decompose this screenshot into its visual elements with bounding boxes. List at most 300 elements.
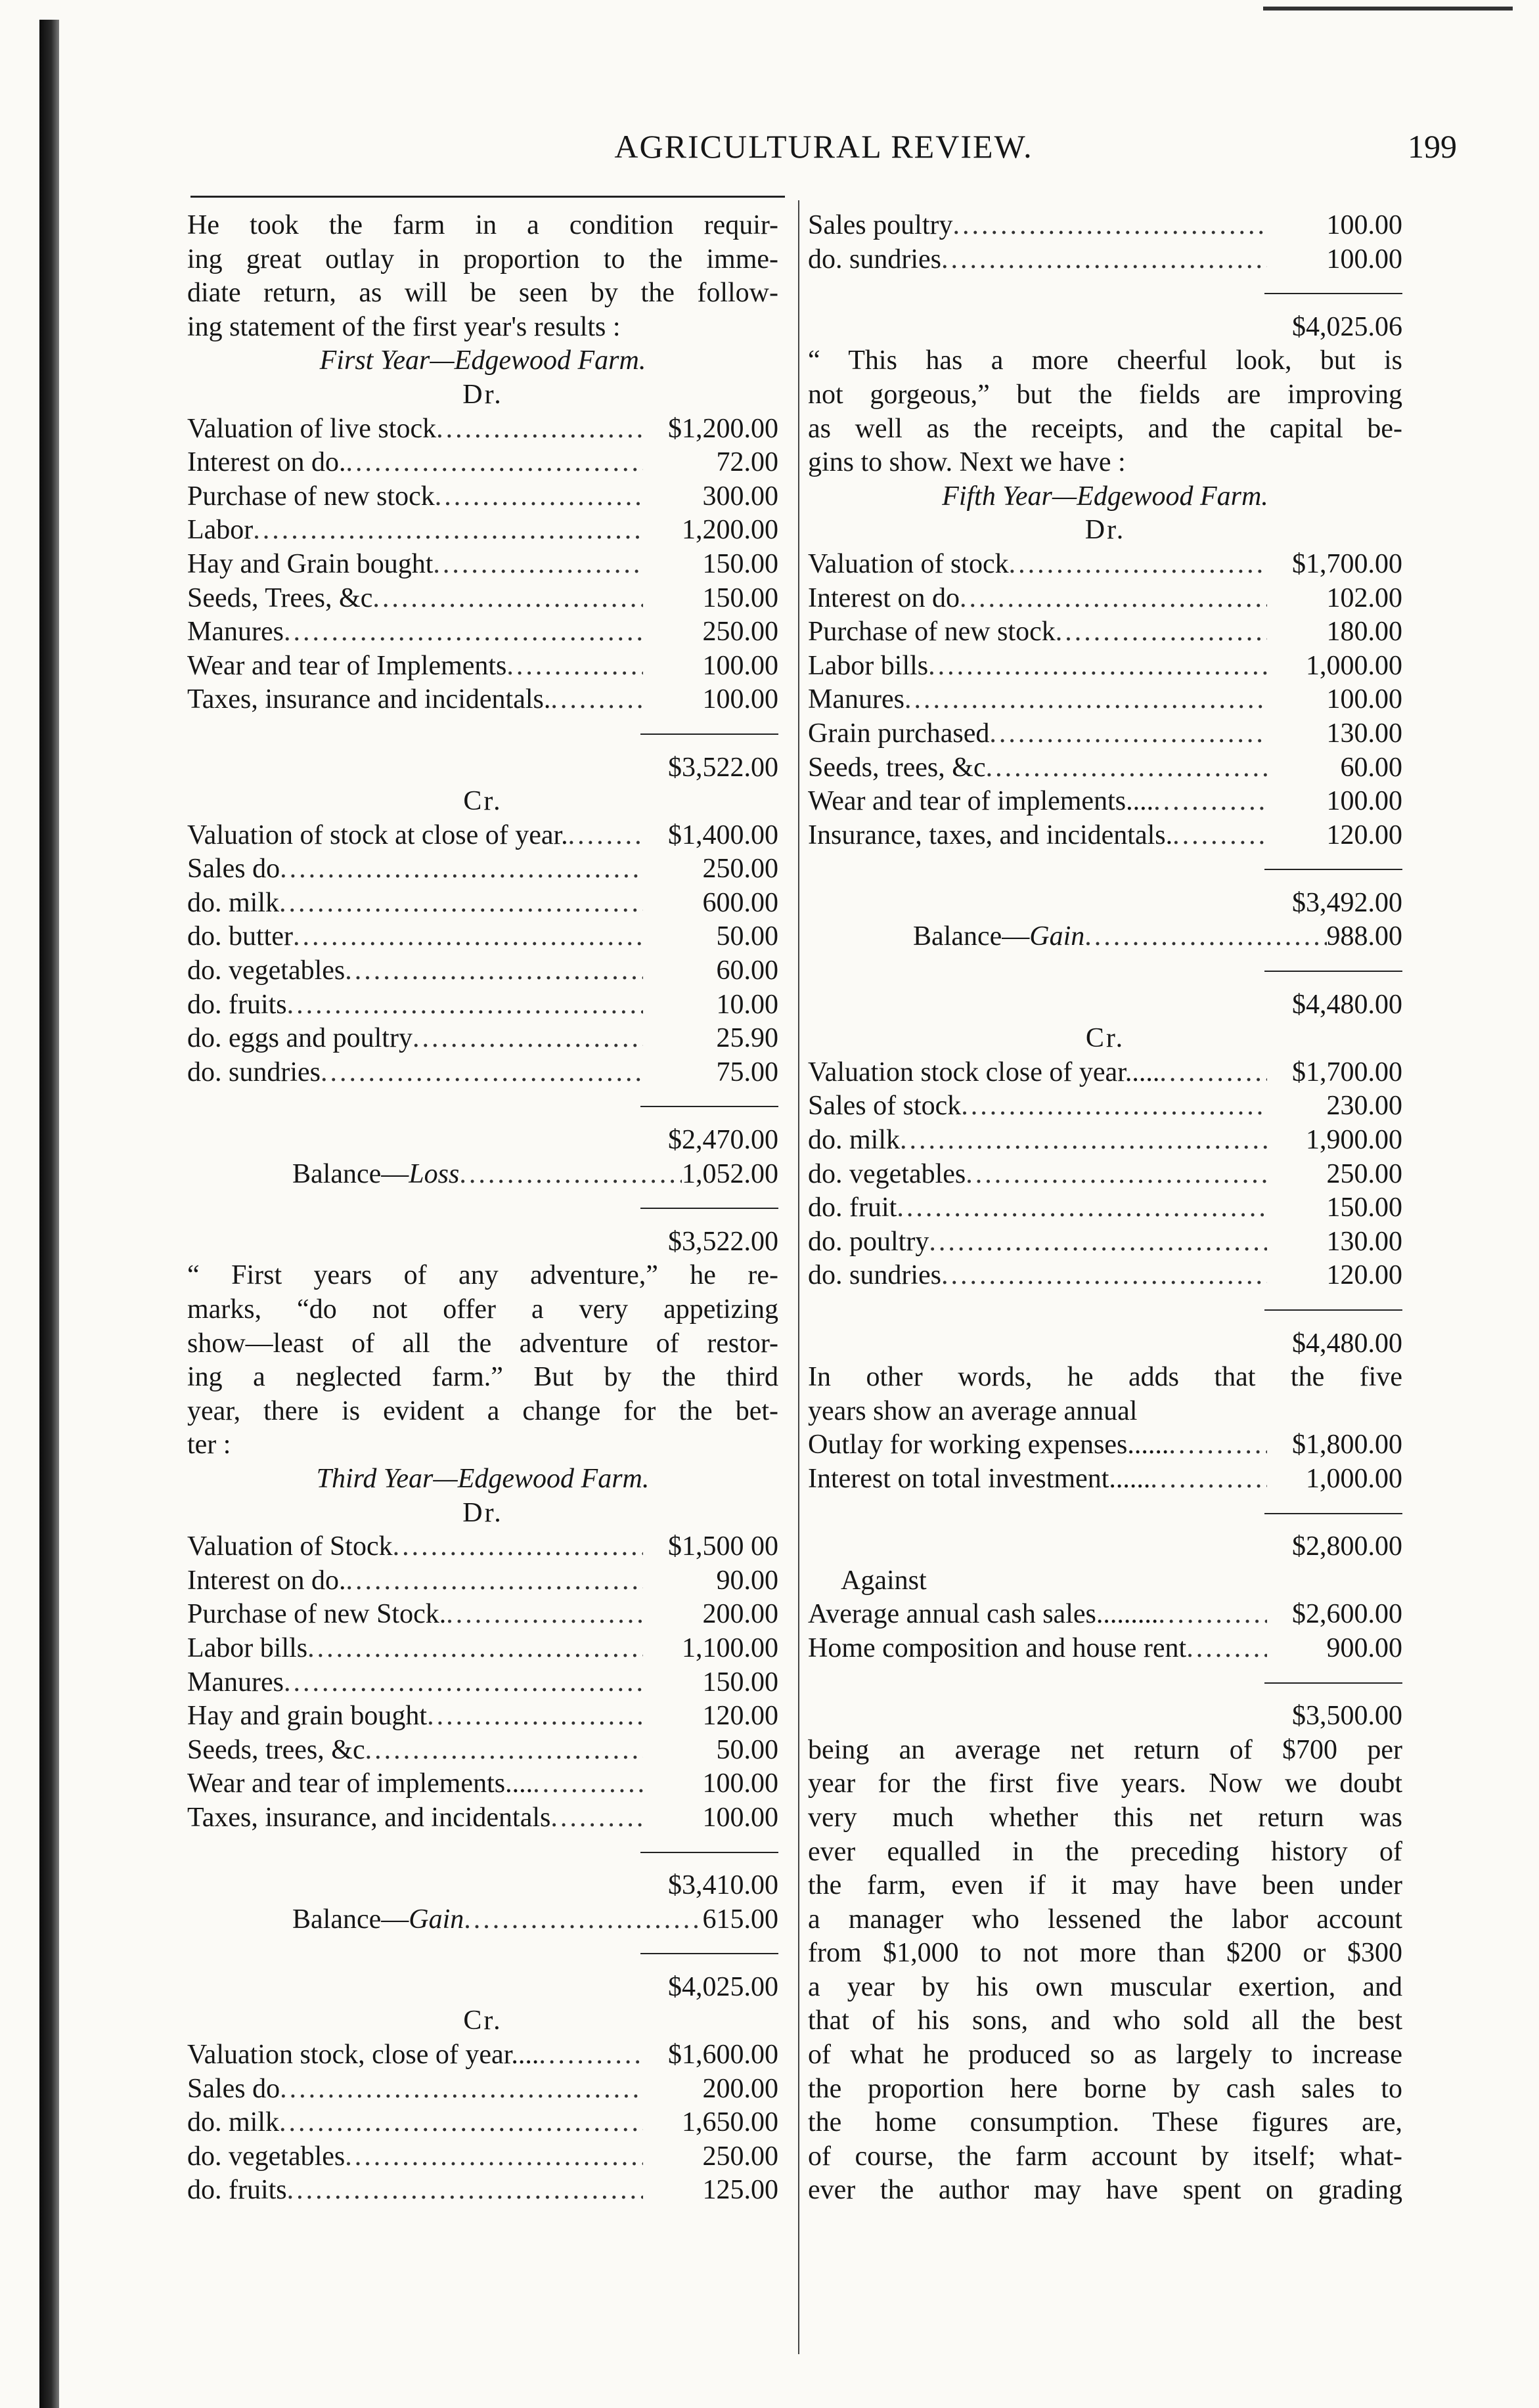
credit-row — [808, 1191, 1402, 1225]
leader-dots — [550, 1801, 643, 1835]
intro-text: diate return, as will be seen by the follow- — [187, 278, 778, 309]
leader-dots — [279, 887, 643, 921]
body-text: ever the author may have spent on grading — [808, 2175, 1402, 2206]
leader-dots — [1009, 548, 1267, 582]
intro-text: He took the farm in a condition requir- — [187, 210, 778, 240]
debit-row — [187, 1530, 778, 1564]
against-label: Against — [841, 1565, 927, 1596]
body-text: a manager who lessened the labor account — [808, 1904, 1402, 1935]
debit-row — [187, 1699, 778, 1734]
leader-dots — [346, 1564, 643, 1598]
sum-rule — [808, 276, 1402, 311]
right-column — [808, 209, 1402, 2208]
leader-dots — [1150, 1462, 1267, 1497]
debit-row — [187, 1598, 778, 1632]
credit-row — [187, 852, 778, 887]
debit-row-label: Wear and tear of implements.... — [187, 1768, 533, 1799]
credit-row-amount: 100.00 — [1326, 244, 1402, 274]
leader-dots — [1159, 1056, 1267, 1090]
debit-row-label: Interest on do — [808, 582, 960, 613]
outlay-row-amount: $1,800.00 — [1292, 1430, 1402, 1460]
debit-row-label: Wear and tear of implements.... — [808, 786, 1154, 817]
body-text: a year by his own muscular exertion, and — [808, 1971, 1402, 2002]
leader-dots — [413, 1022, 643, 1056]
debit-label: Dr. — [462, 1497, 503, 1528]
leader-dots — [307, 1632, 643, 1666]
outlay-row-label: Outlay for working expenses...... — [808, 1430, 1169, 1460]
outlay-total-value: $2,800.00 — [1292, 1531, 1402, 1562]
leader-dots — [345, 954, 643, 988]
income-row-label: Average annual cash sales......... — [808, 1599, 1159, 1630]
credit-row — [187, 954, 778, 988]
debit-row — [187, 1801, 778, 1835]
debit-row-amount: 100.00 — [702, 684, 778, 715]
leader-dots — [321, 1056, 643, 1090]
balance-row-amount: 615.00 — [702, 1904, 778, 1935]
leader-dots — [929, 1225, 1267, 1259]
leader-dots — [966, 1158, 1267, 1192]
body-text: not gorgeous,” but the fields are improving — [808, 379, 1402, 410]
credit-row-amount: 250.00 — [1326, 1158, 1402, 1189]
debit-row — [808, 582, 1402, 616]
credit-row-amount: 10.00 — [716, 989, 778, 1020]
body-text: “ This has a more cheerful look, but is — [808, 345, 1402, 376]
sum-rule — [808, 852, 1402, 887]
leader-dots — [284, 615, 643, 649]
body-text: marks, “do not offer a very appetizing — [187, 1294, 778, 1324]
credit-row-label: Sales poultry — [808, 210, 953, 240]
credit-row-label: do. milk — [187, 887, 280, 918]
debit-row-amount: 100.00 — [702, 650, 778, 681]
body-text: gins to show. Next we have : — [808, 447, 1126, 478]
credit-row — [187, 2072, 778, 2107]
debit-row-amount: 100.00 — [702, 1802, 778, 1833]
credit-row-amount: 125.00 — [702, 2175, 778, 2206]
credit-row — [808, 1225, 1402, 1259]
debit-row-amount: 150.00 — [702, 582, 778, 613]
credit-row-label: Valuation stock close of year..... — [808, 1057, 1160, 1087]
sum-rule — [187, 1191, 778, 1225]
debit-total-value: $3,492.00 — [1292, 887, 1402, 918]
debit-row-amount: 180.00 — [1326, 617, 1402, 647]
credit-row-label: do. vegetables — [187, 955, 346, 986]
debit-row-label: Seeds, trees, &c — [808, 752, 986, 783]
debit-row — [187, 412, 778, 447]
credit-row-amount: 50.00 — [716, 921, 778, 952]
debit-row-label: Manures — [187, 617, 284, 647]
debit-row-amount: 250.00 — [702, 617, 778, 647]
debit-row — [808, 615, 1402, 649]
body-text: years show an average annual — [808, 1395, 1138, 1426]
debit-row — [808, 819, 1402, 853]
credit-row — [808, 209, 1402, 243]
credit-total-value: $2,470.00 — [668, 1125, 778, 1156]
grand-total-value: $4,480.00 — [1292, 989, 1402, 1020]
outlay-row-amount: 1,000.00 — [1306, 1463, 1402, 1494]
column-divider — [798, 200, 799, 2354]
credit-total-value: $4,025.06 — [1292, 311, 1402, 342]
debit-row-amount: 90.00 — [716, 1565, 778, 1596]
debit-label: Dr. — [1084, 515, 1126, 546]
debit-row-amount: 200.00 — [702, 1599, 778, 1630]
balance-row-word: Loss — [409, 1158, 460, 1189]
credit-row — [187, 2174, 778, 2208]
sum-rule — [187, 1835, 778, 1870]
leader-dots — [960, 582, 1267, 616]
leader-dots — [284, 1666, 643, 1700]
credit-row — [808, 1089, 1402, 1124]
credit-row-amount: 250.00 — [702, 854, 778, 885]
leader-dots — [435, 480, 643, 514]
credit-row-label: do. eggs and poultry — [187, 1023, 413, 1054]
debit-row-amount: 1,000.00 — [1306, 650, 1402, 681]
debit-row-label: Purchase of new stock — [187, 481, 435, 512]
leader-dots — [533, 1767, 643, 1801]
leader-dots — [459, 1158, 682, 1192]
credit-row — [187, 1056, 778, 1090]
body-text: very much whether this net return was — [808, 1802, 1402, 1833]
credit-row-amount: 150.00 — [1326, 1193, 1402, 1223]
leader-dots — [904, 683, 1267, 717]
debit-row — [187, 1632, 778, 1666]
debit-row-label: Taxes, insurance, and incidentals — [187, 1802, 551, 1833]
credit-row — [808, 1124, 1402, 1158]
debit-row-amount: 150.00 — [702, 548, 778, 579]
page-header — [190, 125, 1457, 177]
leader-dots — [365, 1734, 643, 1768]
body-text: of course, the farm account by itself; what- — [808, 2141, 1402, 2172]
credit-row-label: do. poultry — [808, 1226, 929, 1257]
credit-row-amount: 25.90 — [716, 1023, 778, 1054]
leader-dots — [280, 852, 643, 887]
debit-row-amount: 300.00 — [702, 481, 778, 512]
grand-total — [187, 1225, 778, 1259]
intro-text: ing statement of the first year's results : — [187, 311, 621, 342]
credit-row-amount: 60.00 — [716, 955, 778, 986]
leader-dots — [1056, 615, 1267, 649]
balance-row-word: Gain — [409, 1904, 464, 1935]
credit-row-label: Sales do — [187, 854, 280, 885]
leader-dots — [1169, 1428, 1267, 1462]
debit-row-label: Valuation of Stock — [187, 1531, 393, 1562]
credit-row-label: do. vegetables — [808, 1158, 966, 1189]
page-binding-edge — [39, 20, 59, 2408]
debit-row — [187, 582, 778, 616]
credit-row-amount: 130.00 — [1326, 1226, 1402, 1257]
debit-row — [808, 649, 1402, 684]
balance-row — [187, 1903, 778, 1937]
leader-dots — [287, 2174, 643, 2208]
grand-total — [187, 1971, 778, 2005]
credit-label: Cr. — [463, 786, 502, 817]
income-row — [808, 1598, 1402, 1632]
leader-dots — [253, 514, 643, 548]
debit-row-label: Insurance, taxes, and incidentals. — [808, 820, 1173, 850]
leader-dots — [464, 1903, 702, 1937]
body-text: In other words, he adds that the five — [808, 1362, 1402, 1393]
debit-label: Dr. — [462, 379, 503, 410]
credit-row-amount: 120.00 — [1326, 1260, 1402, 1291]
debit-row-label: Taxes, insurance and incidentals. — [187, 684, 551, 715]
debit-row-label: Purchase of new stock — [808, 617, 1056, 647]
debit-row-amount: 100.00 — [702, 1768, 778, 1799]
debit-row — [187, 1734, 778, 1768]
credit-row-label: do. sundries — [187, 1057, 321, 1087]
debit-row-label: Manures — [187, 1667, 284, 1697]
body-text: show—least of all the adventure of restor- — [187, 1328, 778, 1359]
debit-row-label: Seeds, trees, &c — [187, 1734, 365, 1765]
body-text: ter : — [187, 1430, 231, 1460]
body-text: being an average net return of $700 per — [808, 1734, 1402, 1765]
debit-row — [187, 446, 778, 480]
sum-rule — [187, 1089, 778, 1124]
credit-row-label: do. milk — [808, 1125, 901, 1156]
income-row-label: Home composition and house rent — [808, 1632, 1187, 1663]
credit-row-label: do. butter — [187, 921, 293, 952]
leader-dots — [900, 1124, 1267, 1158]
leader-dots — [961, 1089, 1267, 1124]
credit-row-amount: $1,600.00 — [668, 2040, 778, 2070]
body-text: “ First years of any adventure,” he re- — [187, 1260, 778, 1291]
grand-total — [808, 988, 1402, 1022]
debit-row-label: Labor — [187, 515, 254, 546]
body-text: from $1,000 to not more than $200 or $300 — [808, 1938, 1402, 1969]
leader-dots — [393, 1530, 643, 1564]
debit-row — [808, 751, 1402, 785]
sum-rule — [187, 717, 778, 751]
leader-dots — [436, 412, 643, 447]
header-rule — [190, 196, 785, 198]
leader-dots — [897, 1191, 1267, 1225]
left-column — [187, 209, 778, 2208]
debit-row — [808, 548, 1402, 582]
body-text: that of his sons, and who sold all the best — [808, 2005, 1402, 2036]
outlay-row — [808, 1462, 1402, 1497]
credit-row — [187, 920, 778, 954]
balance-row — [187, 1158, 778, 1192]
credit-row-label: Sales do — [187, 2073, 280, 2104]
credit-row-amount: 200.00 — [702, 2073, 778, 2104]
credit-row-label: do. fruits — [187, 989, 287, 1020]
debit-row-label: Manures — [808, 684, 904, 715]
leader-dots — [372, 582, 643, 616]
leader-dots — [1172, 819, 1267, 853]
debit-row — [808, 717, 1402, 751]
sum-rule — [187, 1937, 778, 1971]
debit-row-label: Wear and tear of Implements — [187, 650, 507, 681]
credit-label: Cr. — [1085, 1023, 1125, 1054]
debit-row-amount: 150.00 — [702, 1667, 778, 1697]
debit-row-amount: 60.00 — [1340, 752, 1402, 783]
first-year-heading: First Year—Edgewood Farm. — [319, 345, 646, 376]
leader-dots — [1158, 1598, 1267, 1632]
credit-row — [808, 243, 1402, 277]
debit-row-label: Seeds, Trees, &c — [187, 582, 373, 613]
debit-row-label: Valuation of live stock — [187, 413, 437, 444]
debit-row-label: Interest on do. — [187, 1565, 346, 1596]
leader-dots — [293, 920, 643, 954]
leader-dots — [346, 446, 643, 480]
sum-rule — [808, 954, 1402, 988]
credit-label: Cr. — [463, 2005, 502, 2036]
credit-row — [187, 1022, 778, 1056]
income-total-value: $3,500.00 — [1292, 1701, 1402, 1732]
debit-row — [187, 514, 778, 548]
leader-dots — [928, 649, 1267, 684]
credit-row-label: do. sundries — [808, 244, 941, 274]
debit-row-amount: 120.00 — [702, 1701, 778, 1732]
credit-total — [808, 311, 1402, 345]
leader-dots — [345, 2140, 643, 2174]
credit-row — [187, 887, 778, 921]
credit-row — [187, 2106, 778, 2140]
debit-row-amount: 1,100.00 — [682, 1632, 778, 1663]
credit-total-value: $4,480.00 — [1292, 1328, 1402, 1359]
body-text: year, there is evident a change for the bet- — [187, 1395, 778, 1426]
credit-row — [187, 2140, 778, 2174]
third-year-heading: Third Year—Edgewood Farm. — [316, 1463, 650, 1494]
leader-dots — [446, 1598, 643, 1632]
credit-total — [808, 1327, 1402, 1361]
outlay-row-label: Interest on total investment...... — [808, 1463, 1151, 1494]
debit-row-label: Grain purchased — [808, 718, 990, 749]
credit-row-label: do. milk — [187, 2107, 280, 2138]
grand-total-value: $3,522.00 — [668, 1226, 778, 1257]
credit-row-label: Sales of stock — [808, 1091, 962, 1122]
debit-row-amount: 130.00 — [1326, 718, 1402, 749]
credit-row — [808, 1056, 1402, 1090]
intro-text: ing great outlay in proportion to the imme- — [187, 244, 778, 274]
debit-row-amount: 1,200.00 — [682, 515, 778, 546]
leader-dots — [506, 649, 643, 684]
credit-row-amount: 75.00 — [716, 1057, 778, 1087]
credit-row-amount: 600.00 — [702, 887, 778, 918]
debit-row-amount: 50.00 — [716, 1734, 778, 1765]
leader-dots — [433, 548, 643, 582]
debit-total — [187, 751, 778, 785]
debit-row-label: Hay and Grain bought — [187, 548, 434, 579]
body-text: as well as the receipts, and the capital be- — [808, 413, 1402, 444]
credit-row-amount: 1,650.00 — [682, 2107, 778, 2138]
body-text: the farm, even if it may have been under — [808, 1870, 1402, 1901]
outlay-total — [808, 1530, 1402, 1564]
debit-row-amount: 120.00 — [1326, 820, 1402, 850]
debit-total — [187, 1869, 778, 1903]
debit-row-label: Labor bills — [187, 1632, 308, 1663]
credit-row-amount: 100.00 — [1326, 210, 1402, 240]
income-row-amount: $2,600.00 — [1292, 1599, 1402, 1630]
debit-row — [808, 785, 1402, 819]
sum-rule — [808, 1293, 1402, 1327]
debit-row-amount: $1,500 00 — [668, 1531, 778, 1562]
leader-dots — [280, 2072, 643, 2107]
leader-dots — [550, 683, 643, 717]
leader-dots — [1084, 920, 1326, 954]
leader-dots — [1153, 785, 1267, 819]
fifth-year-heading: Fifth Year—Edgewood Farm. — [942, 481, 1268, 512]
debit-row-label: Hay and grain bought — [187, 1701, 428, 1732]
credit-row-label: Valuation stock, close of year.... — [187, 2040, 539, 2070]
balance-row-amount: 1,052.00 — [682, 1158, 778, 1189]
leader-dots — [989, 717, 1267, 751]
debit-row — [187, 683, 778, 717]
leader-dots — [1186, 1632, 1267, 1666]
credit-row — [808, 1158, 1402, 1192]
debit-row — [187, 1767, 778, 1801]
leader-dots — [539, 2038, 643, 2072]
credit-row-label: do. sundries — [808, 1260, 941, 1291]
running-title: AGRICULTURAL REVIEW. — [614, 128, 1033, 165]
income-total — [808, 1699, 1402, 1734]
leader-dots — [568, 819, 643, 853]
credit-row-amount: $1,400.00 — [668, 820, 778, 850]
debit-row-amount: 100.00 — [1326, 684, 1402, 715]
corner-rule — [1263, 7, 1513, 11]
balance-row-word: Gain — [1029, 921, 1085, 952]
debit-row — [187, 649, 778, 684]
leader-dots — [986, 751, 1267, 785]
credit-row-label: Valuation of stock at close of year. — [187, 820, 568, 850]
debit-total-value: $3,522.00 — [668, 752, 778, 783]
debit-row — [187, 1666, 778, 1700]
body-text: year for the first five years. Now we doubt — [808, 1768, 1402, 1799]
sum-rule — [808, 1497, 1402, 1531]
leader-dots — [427, 1699, 643, 1734]
sum-rule — [808, 1666, 1402, 1700]
debit-row-amount: $1,700.00 — [1292, 548, 1402, 579]
credit-row-amount: 230.00 — [1326, 1091, 1402, 1122]
debit-row-amount: $1,200.00 — [668, 413, 778, 444]
credit-total — [187, 1124, 778, 1158]
debit-row-label: Purchase of new Stock. — [187, 1599, 447, 1630]
body-text: ever equalled in the preceding history of — [808, 1836, 1402, 1867]
leader-dots — [952, 209, 1267, 243]
debit-row — [187, 548, 778, 582]
leader-dots — [941, 243, 1267, 277]
leader-dots — [941, 1259, 1267, 1293]
debit-total-value: $3,410.00 — [668, 1870, 778, 1901]
debit-row-amount: 100.00 — [1326, 786, 1402, 817]
debit-row-label: Labor bills — [808, 650, 929, 681]
debit-row-label: Interest on do. — [187, 447, 346, 478]
balance-row-label: Balance— — [292, 1904, 409, 1935]
debit-row-amount: 102.00 — [1326, 582, 1402, 613]
debit-row-amount: 72.00 — [716, 447, 778, 478]
credit-row-label: do. fruits — [187, 2175, 287, 2206]
debit-row — [187, 480, 778, 514]
outlay-row — [808, 1428, 1402, 1462]
debit-row — [187, 615, 778, 649]
credit-row-amount: 250.00 — [702, 2141, 778, 2172]
balance-row-label: Balance— — [913, 921, 1030, 952]
debit-row-label: Valuation of stock — [808, 548, 1009, 579]
debit-total — [808, 887, 1402, 921]
credit-row — [187, 988, 778, 1022]
body-text: ing a neglected farm.” But by the third — [187, 1362, 778, 1393]
grand-total-value: $4,025.00 — [668, 1971, 778, 2002]
body-text: the home consumption. These figures are, — [808, 2107, 1402, 2138]
balance-row — [808, 920, 1402, 954]
income-row — [808, 1632, 1402, 1666]
credit-row-amount: 1,900.00 — [1306, 1125, 1402, 1156]
body-text: of what he produced so as largely to increase — [808, 2040, 1402, 2070]
credit-row — [808, 1259, 1402, 1293]
income-row-amount: 900.00 — [1326, 1632, 1402, 1663]
credit-row-label: do. vegetables — [187, 2141, 346, 2172]
credit-row-label: do. fruit — [808, 1193, 897, 1223]
leader-dots — [287, 988, 643, 1022]
credit-row — [187, 2038, 778, 2072]
